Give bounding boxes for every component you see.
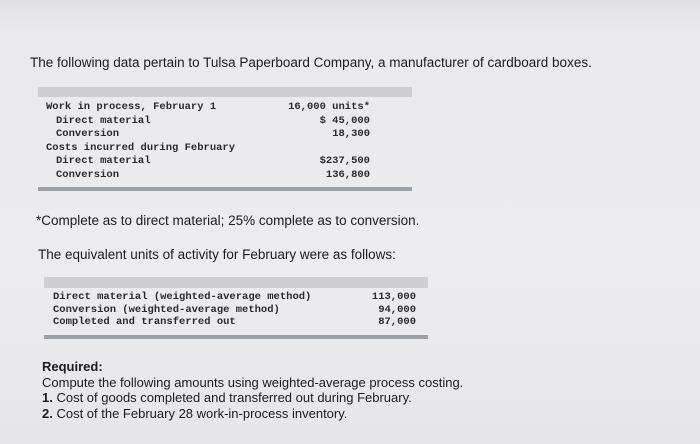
required-instruction: Compute the following amounts using weighted-average process costing. (42, 374, 464, 390)
table-row (46, 155, 412, 169)
table-header-bar (44, 277, 428, 288)
table-row (46, 142, 412, 156)
row-value: 94,000 (378, 303, 416, 316)
required-item-1 (42, 390, 463, 406)
table-row (53, 304, 428, 317)
footnote: *Complete as to direct material; 25% complete as to conversion. (36, 213, 420, 228)
equivalent-units-table (44, 277, 428, 339)
row-label: Completed and transferred out (53, 316, 236, 328)
top-shade (0, 0, 700, 30)
row-label: Costs incurred during February (46, 141, 236, 154)
table-header-bar (38, 87, 412, 97)
row-label: Direct material (weighted-average method) (53, 291, 312, 303)
row-value: $ 45,000 (319, 114, 370, 127)
row-value: 87,000 (378, 316, 416, 328)
table-row (46, 115, 412, 129)
required-item-2 (42, 406, 463, 422)
row-value: 113,000 (371, 291, 416, 303)
table-row (46, 128, 412, 142)
equivalent-units-rows (53, 291, 428, 329)
row-label: Work in process, February 1 (46, 101, 217, 113)
cost-data-rows (46, 101, 412, 182)
item-text: Cost of goods completed and transferred out during February. (52, 390, 412, 405)
row-label: Direct material (56, 114, 151, 127)
equivalent-units-lead: The equivalent units of activity for February were as follows: (38, 247, 396, 262)
table-row (46, 169, 412, 183)
required-heading: Required: (42, 359, 103, 374)
table-row (53, 291, 428, 304)
table-row (53, 316, 428, 329)
row-label: Conversion (weighted-average method) (53, 303, 280, 316)
table-footer-bar (44, 335, 428, 339)
item-text: Cost of the February 28 work-in-process inventory. (52, 405, 348, 421)
row-label: Direct material (56, 155, 151, 167)
required-section (42, 359, 463, 421)
item-number: 2. (42, 405, 53, 421)
row-value: $237,500 (319, 155, 370, 167)
item-number: 1. (42, 390, 53, 405)
row-value: 136,800 (325, 168, 370, 181)
row-label: Conversion (56, 168, 120, 181)
row-value: 18,300 (332, 128, 370, 140)
row-value: 16,000 units* (288, 101, 370, 113)
table-row (46, 101, 412, 115)
intro-text: The following data pertain to Tulsa Paperboard Company, a manufacturer of cardboard boxes. (30, 55, 592, 70)
row-label: Conversion (56, 128, 120, 140)
cost-data-table (38, 87, 412, 191)
table-footer-bar (38, 187, 412, 191)
